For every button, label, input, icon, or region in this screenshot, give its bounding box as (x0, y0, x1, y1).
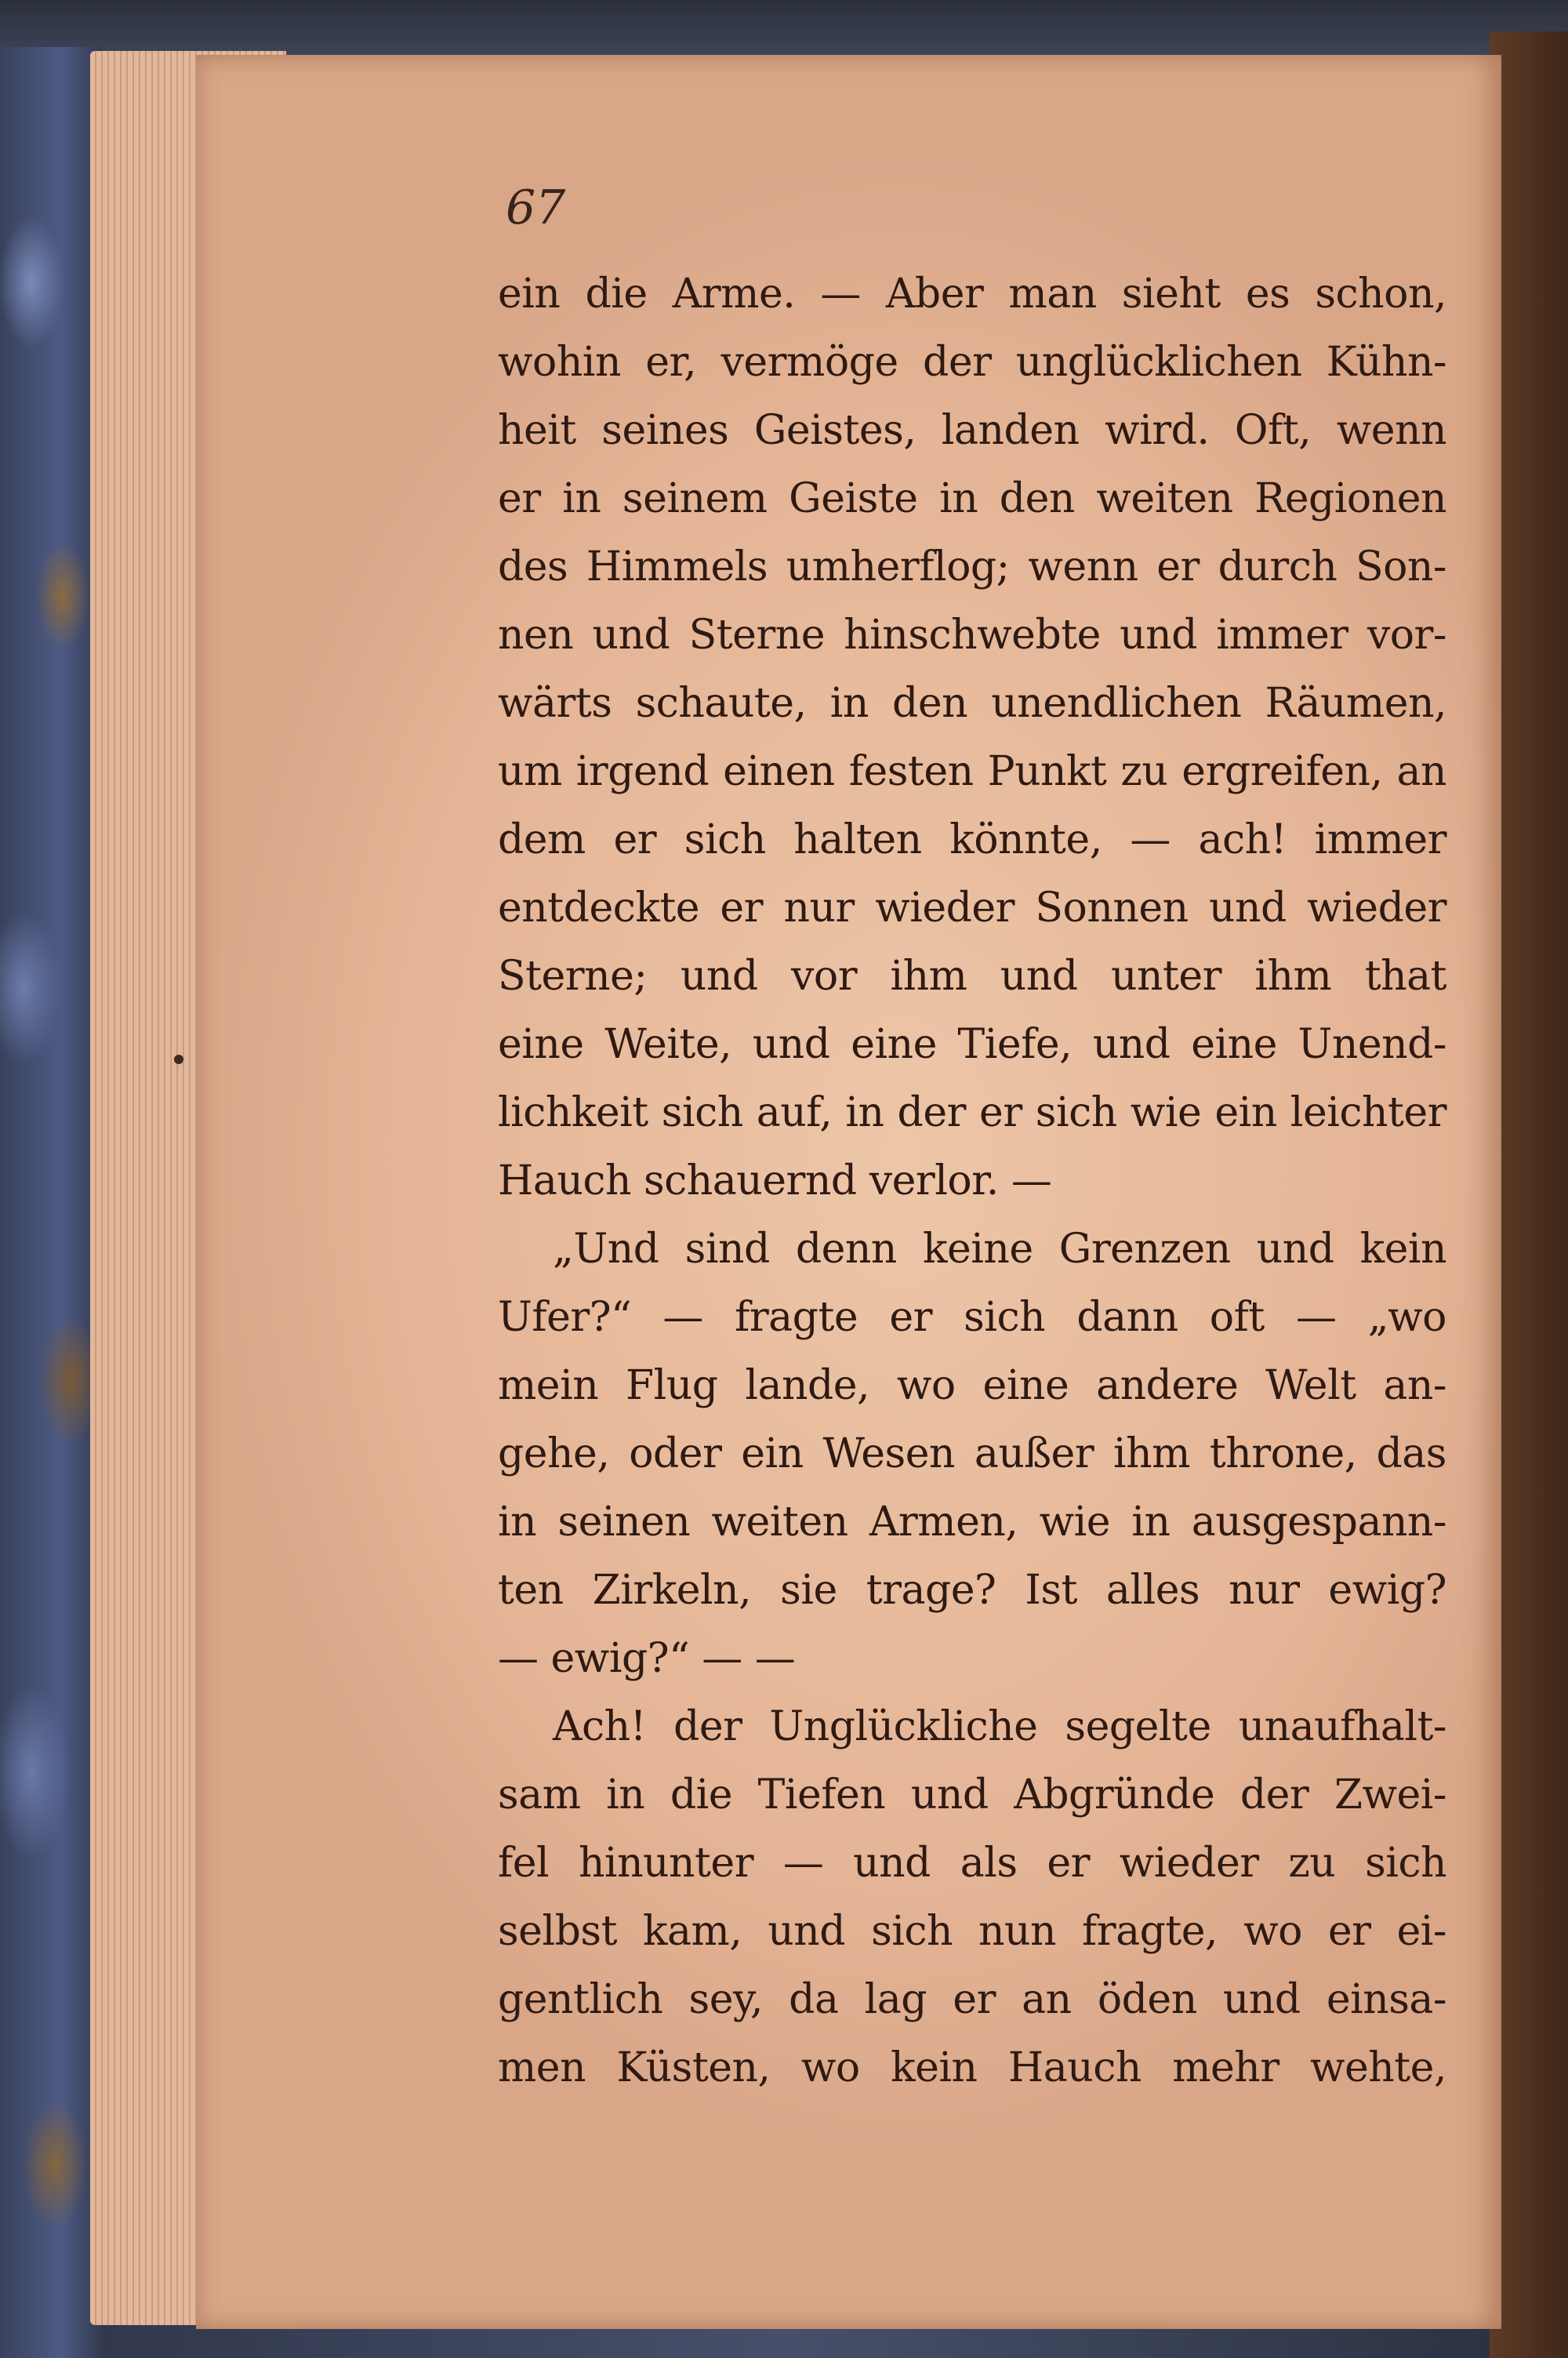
text-line: Sterne; und vor ihm und unter ihm that (498, 953, 1446, 1000)
text-line: Ufer?“ — fragte er sich dann oft — „wo (498, 1294, 1446, 1341)
text-line: entdeckte er nur wieder Sonnen und wieder (498, 885, 1446, 932)
text-line: des Himmels umherflog; wenn er durch Son- (498, 543, 1446, 590)
text-line: Ach! der Unglückliche segelte unaufhalt- (553, 1703, 1446, 1750)
text-line: ten Zirkeln, sie trage? Ist alles nur ewig? (498, 1567, 1446, 1614)
text-line: nen und Sterne hinschwebte und immer vor- (498, 612, 1446, 659)
text-line: gentlich sey, da lag er an öden und einsa- (498, 1976, 1446, 2023)
text-line: „Und sind denn keine Grenzen und kein (553, 1226, 1446, 1273)
page-text (498, 260, 1446, 2102)
text-line: um irgend einen festen Punkt zu ergreifen, an (498, 748, 1446, 795)
text-line: ein die Arme. — Aber man sieht es schon, (498, 271, 1446, 318)
text-line: fel hinunter — und als er wieder zu sich (498, 1840, 1446, 1887)
text-line: men Küsten, wo kein Hauch mehr wehte, (498, 2044, 1446, 2091)
text-line: er in seinem Geiste in den weiten Regionen (498, 475, 1446, 522)
book-spine-edge (1490, 31, 1568, 2358)
text-line: wärts schaute, in den unendlichen Räumen, (498, 680, 1446, 727)
book-cover-top (0, 0, 1568, 55)
text-line: eine Weite, und eine Tiefe, und eine Unend- (498, 1021, 1446, 1068)
text-line: mein Flug lande, wo eine andere Welt an- (498, 1362, 1446, 1409)
text-line: — ewig?“ — — (498, 1635, 796, 1682)
text-line: dem er sich halten könnte, — ach! immer (498, 816, 1446, 863)
text-line: wohin er, vermöge der unglücklichen Kühn- (498, 339, 1446, 386)
marbled-cover (0, 47, 102, 2358)
text-line: selbst kam, und sich nun fragte, wo er ei- (498, 1908, 1446, 1955)
text-line: Hauch schauernd verlor. — (498, 1157, 1052, 1204)
text-line: gehe, oder ein Wesen außer ihm throne, das (498, 1430, 1446, 1477)
text-line: heit seines Geistes, landen wird. Oft, wenn (498, 407, 1446, 454)
page-number: 67 (506, 180, 566, 235)
text-line: sam in die Tiefen und Abgründe der Zwei- (498, 1771, 1446, 1818)
page-edge-mark (174, 1055, 183, 1064)
text-line: in seinen weiten Armen, wie in ausgespann- (498, 1499, 1446, 1546)
text-line: lichkeit sich auf, in der er sich wie ein leichter (498, 1089, 1446, 1136)
